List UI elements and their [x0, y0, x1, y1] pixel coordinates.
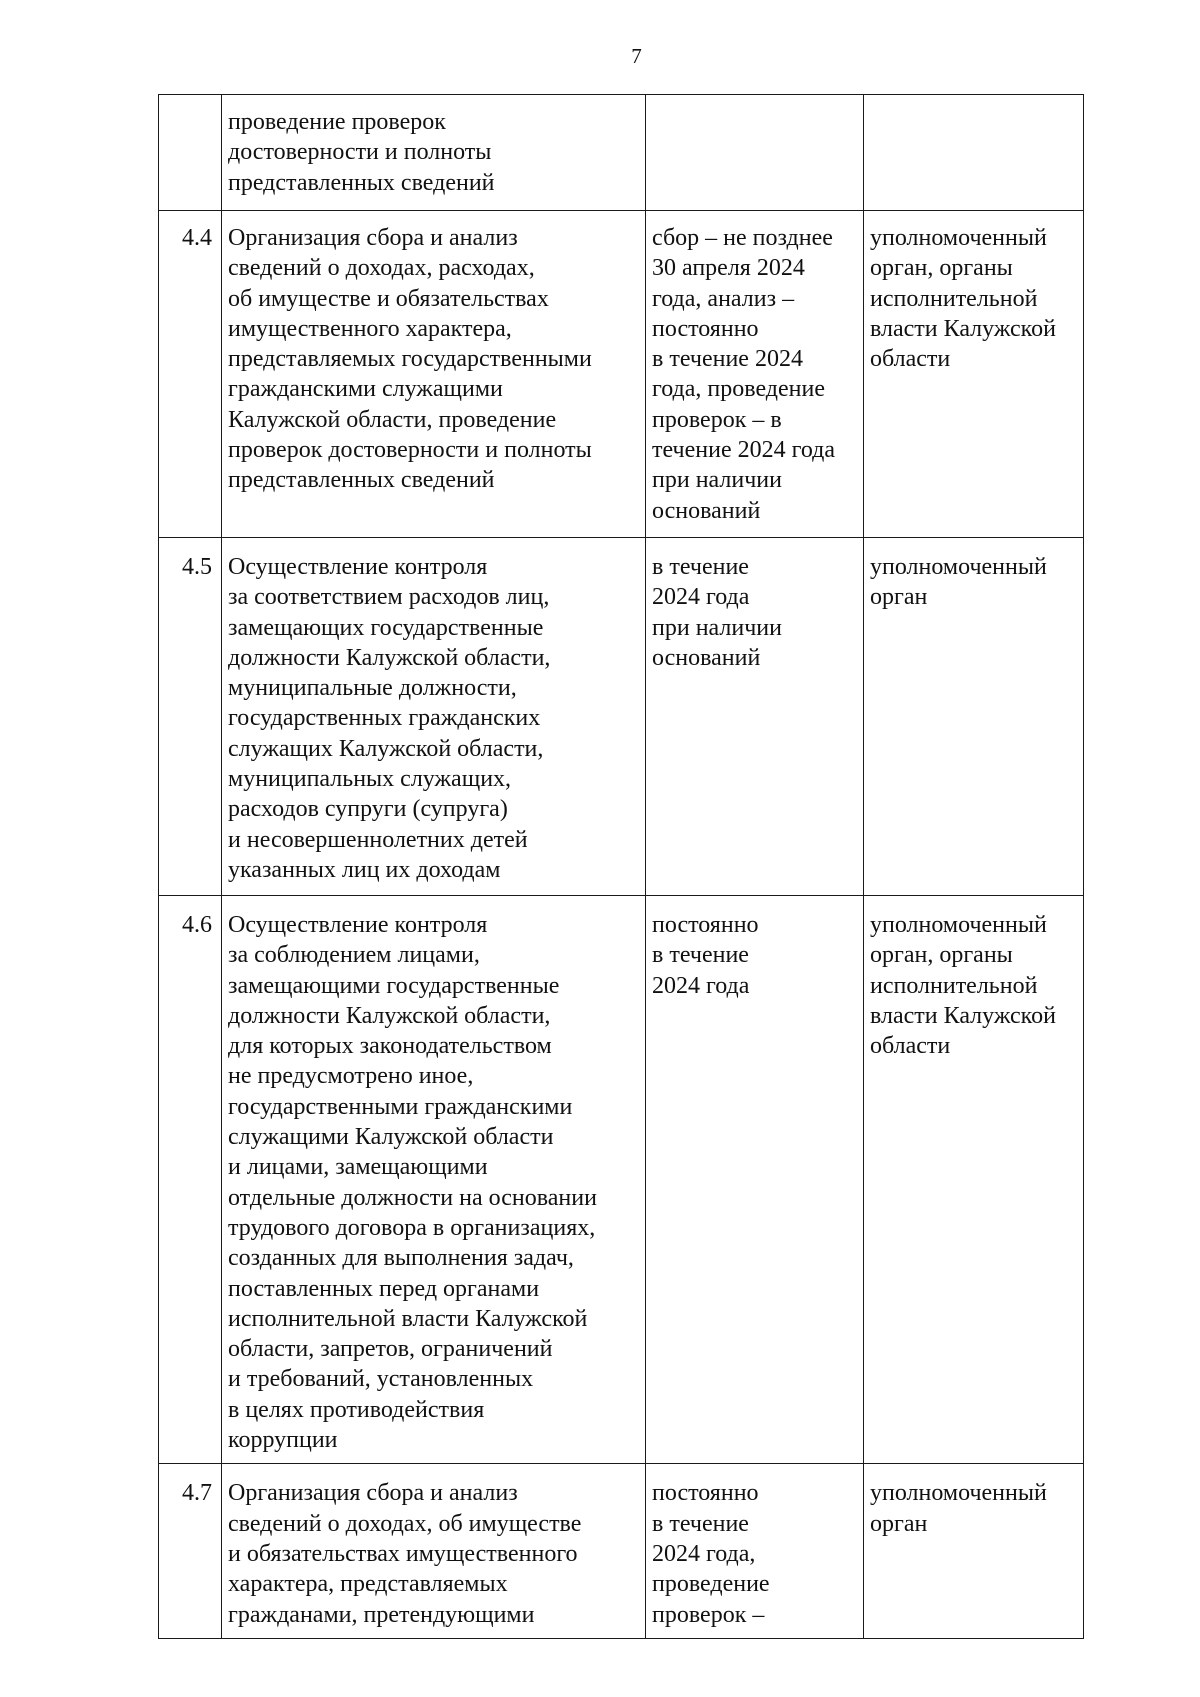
item-deadline: постоянно в течение 2024 года — [646, 896, 864, 1464]
item-action: проведение проверок достоверности и полноты представленных сведений — [222, 95, 646, 211]
item-action: Осуществление контроля за соответствием расходов лиц, замещающих государственные должности Калужской области, муниципальные должности, государственных гражданских служащих Калужской области, муниципальных служащих, расходов супруги (супруга) и несовершеннолетних детей указанных лиц их доходам — [222, 538, 646, 896]
table-row — [159, 896, 1084, 1464]
table-row — [159, 538, 1084, 896]
item-responsible: уполномоченный орган — [864, 538, 1084, 896]
table-row — [159, 1464, 1084, 1638]
item-number: 4.6 — [159, 896, 222, 1464]
item-number: 4.5 — [159, 538, 222, 896]
item-responsible: уполномоченный орган, органы исполнительной власти Калужской области — [864, 211, 1084, 538]
item-responsible — [864, 95, 1084, 211]
page-number: 7 — [631, 44, 642, 68]
item-number: 4.7 — [159, 1464, 222, 1638]
item-deadline: сбор – не позднее 30 апреля 2024 года, анализ – постоянно в течение 2024 года, проведение проверок – в течение 2024 года при наличии оснований — [646, 211, 864, 538]
table-row — [159, 211, 1084, 538]
item-number: 4.4 — [159, 211, 222, 538]
item-responsible: уполномоченный орган, органы исполнительной власти Калужской области — [864, 896, 1084, 1464]
measures-table — [158, 94, 1084, 1639]
item-number — [159, 95, 222, 211]
item-responsible: уполномоченный орган — [864, 1464, 1084, 1638]
item-deadline: постоянно в течение 2024 года, проведение проверок – — [646, 1464, 864, 1638]
table-row — [159, 95, 1084, 211]
item-action: Осуществление контроля за соблюдением лицами, замещающими государственные должности Калужской области, для которых законодательством не предусмотрено иное, государственными гражданскими служащими Калужской области и лицами, замещающими отдельные должности на основании трудового договора в организациях, созданных для выполнения задач, поставленных перед органами исполнительной власти Калужской области, запретов, ограничений и требований, установленных в целях противодействия коррупции — [222, 896, 646, 1464]
item-action: Организация сбора и анализ сведений о доходах, расходах, об имуществе и обязательствах имущественного характера, представляемых государственными гражданскими служащими Калужской области, проведение проверок достоверности и полноты представленных сведений — [222, 211, 646, 538]
item-deadline — [646, 95, 864, 211]
item-deadline: в течение 2024 года при наличии оснований — [646, 538, 864, 896]
item-action: Организация сбора и анализ сведений о доходах, об имуществе и обязательствах имущественного характера, представляемых гражданами, претендующими — [222, 1464, 646, 1638]
